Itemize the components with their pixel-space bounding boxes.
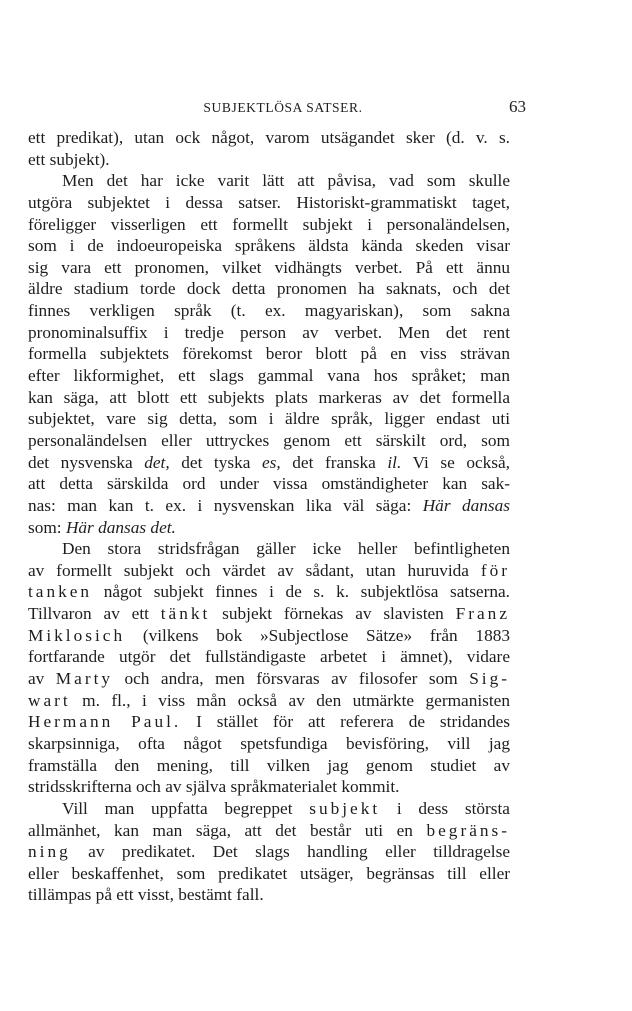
- italic-text: Här dansas det.: [65, 517, 176, 537]
- text-segment: framställa den mening, till vilken jag genom studiet av: [28, 755, 510, 775]
- text-segment: (vilkens bok »Subjectlose Sätze» från 1883: [125, 625, 510, 645]
- spaced-text: tanken: [28, 582, 93, 602]
- text-line: [28, 841, 510, 863]
- text-segment: av formellt subjekt och värdet av sådant, utan huruvida: [28, 560, 481, 580]
- text-line: [28, 884, 510, 906]
- text-segment: det franska: [280, 452, 388, 472]
- text-line: [28, 192, 510, 214]
- text-segment: subjekt förnekas av slavisten: [210, 604, 456, 624]
- text-segment: föreligger visserligen ett formellt subjekt i personaländelsen,: [28, 214, 510, 234]
- text-line: [28, 343, 510, 365]
- text-segment: I stället för att referera de stridandes: [181, 712, 510, 732]
- text-segment: nas: man kan t. ex. i nysvenskan lika väl säga:: [28, 495, 423, 515]
- text-line: [28, 257, 510, 279]
- italic-text: det,: [144, 452, 170, 472]
- text-segment: som i de indoeuropeiska språkens äldsta kända skeden visar: [28, 236, 510, 256]
- text-segment: m. fl., i viss mån också av den utmärkte germanisten: [70, 690, 510, 710]
- text-segment: Vi se också,: [401, 452, 510, 472]
- text-line: [28, 798, 510, 820]
- running-head: SUBJEKTLÖSA SATSER.: [203, 100, 363, 115]
- text-segment: personaländelsen eller uttryckes genom ett särskilt ord, som: [28, 430, 510, 450]
- text-line: [28, 214, 510, 236]
- text-segment: Tillvaron av ett: [28, 604, 161, 624]
- spaced-text: wart: [28, 690, 71, 710]
- text-line: [28, 733, 510, 755]
- text-segment: ett subjekt).: [28, 149, 110, 169]
- text-line: [28, 495, 510, 517]
- spaced-text: tänkt: [160, 604, 211, 624]
- text-segment: Vill man uppfatta begreppet: [62, 798, 310, 818]
- spaced-text: Hermann Paul.: [28, 712, 182, 732]
- text-segment: formella subjektets förekomst beror blott på en viss strävan: [28, 344, 510, 364]
- text-segment: av: [28, 669, 56, 689]
- text-line: [28, 170, 510, 192]
- text-line: [28, 387, 510, 409]
- text-segment: sig vara ett pronomen, vilket vidhängts verbet. På ett ännu: [28, 257, 510, 277]
- text-line: [28, 365, 510, 387]
- text-line: [28, 408, 510, 430]
- text-line: [28, 538, 510, 560]
- spaced-text: för: [480, 560, 510, 580]
- text-segment: fortfarande utgör det fullständigaste arbetet i ämnet), vidare: [28, 647, 510, 667]
- text-segment: tillämpas på ett visst, bestämt fall.: [28, 885, 264, 905]
- text-segment: i dess största: [380, 798, 510, 818]
- text-line: [28, 322, 510, 344]
- text-segment: att detta särskilda ord under vissa omständigheter kan sak-: [28, 474, 510, 494]
- italic-text: Här dansas: [422, 495, 511, 515]
- text-segment: och andra, men försvaras av filosofer som: [113, 669, 470, 689]
- body-text: [28, 127, 510, 906]
- text-line: [28, 452, 510, 474]
- text-segment: subjektet, vare sig detta, som i äldre språk, ligger endast uti: [28, 409, 510, 429]
- text-line: [28, 235, 510, 257]
- text-segment: stridsskrifterna och av själva språkmaterialet kommit.: [28, 777, 400, 797]
- text-line: [28, 473, 510, 495]
- spaced-text: Marty: [55, 669, 114, 689]
- text-segment: det tyska: [169, 452, 262, 472]
- text-line: [28, 127, 510, 149]
- text-line: [28, 690, 510, 712]
- spaced-text: Franz: [455, 604, 510, 624]
- spaced-text: Miklosich: [28, 625, 126, 645]
- text-line: [28, 278, 510, 300]
- text-segment: efter likformighet, ett slags gammal vana hos språket; man: [28, 366, 510, 386]
- text-line: [28, 560, 510, 582]
- text-segment: allmänhet, kan man säga, att det består uti en: [28, 820, 427, 840]
- page-header: [40, 98, 526, 120]
- italic-text: es,: [261, 452, 281, 472]
- page-number: 63: [509, 97, 526, 116]
- text-line: [28, 755, 510, 777]
- text-line: [28, 430, 510, 452]
- text-line: [28, 149, 510, 171]
- text-segment: skarpsinniga, ofta något spetsfundiga bevisföring, vill jag: [28, 733, 510, 753]
- text-line: [28, 711, 510, 733]
- spaced-text: begräns-: [426, 820, 510, 840]
- text-segment: något subjekt finnes i de s. k. subjektlösa satserna.: [92, 582, 510, 602]
- text-line: [28, 820, 510, 842]
- text-line: [28, 300, 510, 322]
- text-segment: finnes verkligen språk (t. ex. magyariskan), som sakna: [28, 301, 510, 321]
- text-segment: Den stora stridsfrågan gäller icke heller befintligheten: [62, 539, 510, 559]
- spaced-text: ning: [28, 842, 71, 862]
- text-segment: av predikatet. Det slags handling eller tilldragelse: [70, 842, 510, 862]
- text-segment: kan säga, att blott ett subjekts plats markeras av det formella: [28, 387, 510, 407]
- text-segment: eller beskaffenhet, som predikatet utsäger, begränsas till eller: [28, 863, 510, 883]
- text-line: [28, 646, 510, 668]
- text-segment: pronominalsuffix i tredje person av verbet. Men det rent: [28, 322, 510, 342]
- text-line: [28, 581, 510, 603]
- text-line: [28, 668, 510, 690]
- spaced-text: subjekt: [309, 798, 381, 818]
- text-segment: ett predikat), utan ock något, varom utsägandet sker (d. v. s.: [28, 128, 510, 147]
- text-line: [28, 863, 510, 885]
- text-segment: utgöra subjektet i dessa satser. Historiskt-grammatiskt taget,: [28, 192, 510, 212]
- italic-text: il.: [387, 452, 402, 472]
- text-line: [28, 603, 510, 625]
- text-segment: äldre stadium torde dock detta pronomen ha saknats, och det: [28, 279, 510, 299]
- text-segment: det nysvenska: [28, 452, 145, 472]
- text-line: [28, 776, 510, 798]
- text-line: [28, 517, 510, 539]
- text-line: [28, 625, 510, 647]
- spaced-text: Sig-: [469, 669, 510, 689]
- text-segment: Men det har icke varit lätt att påvisa, vad som skulle: [62, 171, 510, 191]
- text-segment: som:: [28, 517, 66, 537]
